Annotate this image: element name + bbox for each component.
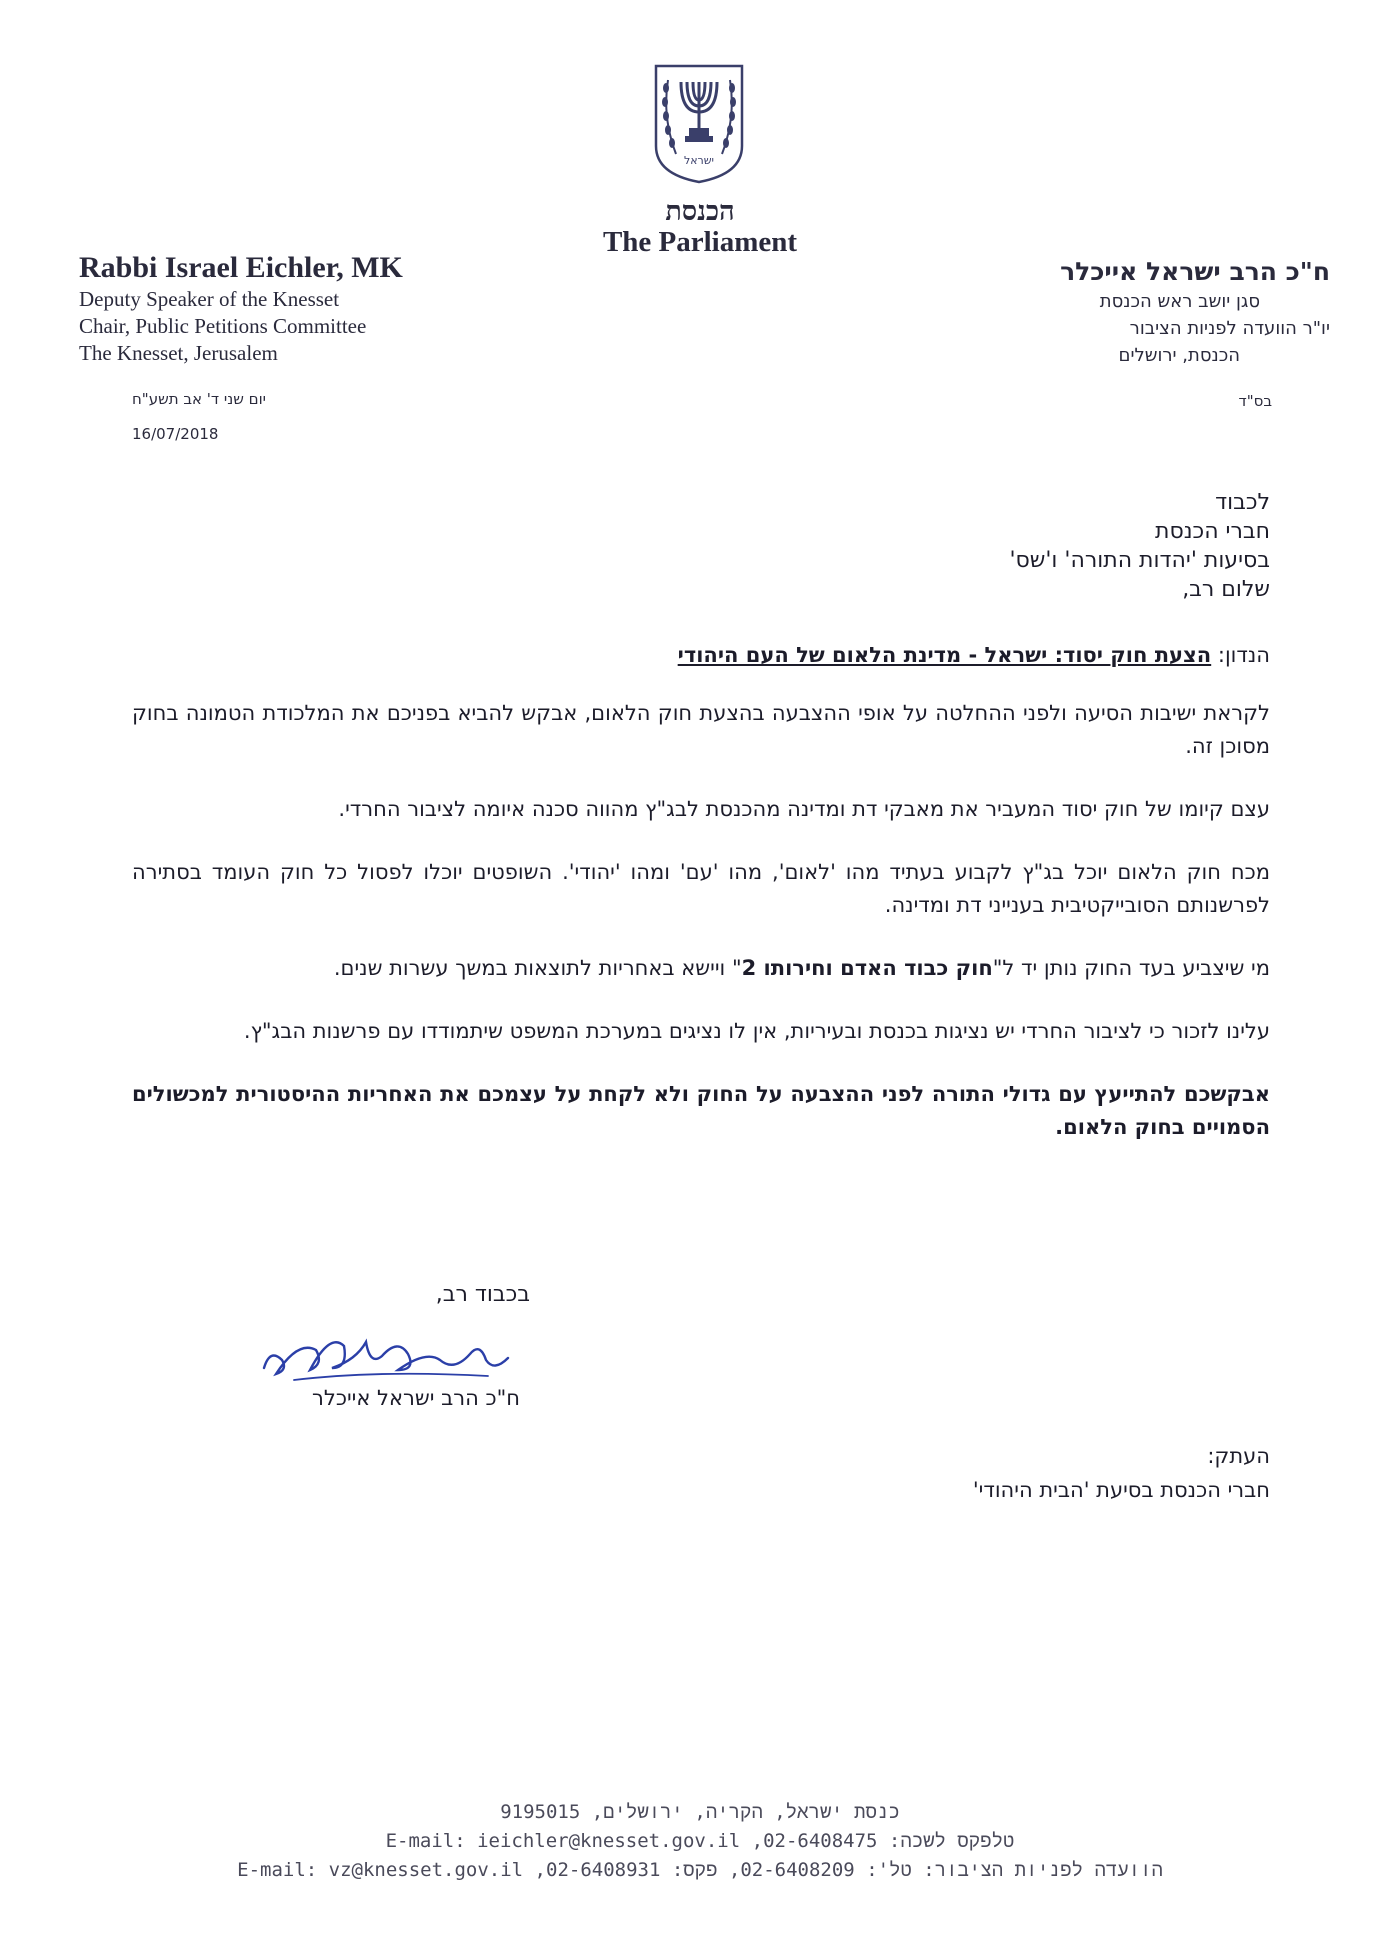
english-header bbox=[79, 250, 499, 367]
recipient-line: חברי הכנסת bbox=[1155, 519, 1270, 544]
recipients bbox=[750, 488, 1270, 604]
subject-prefix: הנדון: bbox=[1217, 643, 1270, 667]
copy-recipients: חברי הכנסת בסיעת 'הבית היהודי' bbox=[972, 1478, 1270, 1502]
body-bold-text: חוק כבוד האדם וחירותו 2 bbox=[741, 956, 993, 980]
english-title-line: Deputy Speaker of the Knesset bbox=[79, 287, 340, 311]
letter-body bbox=[132, 697, 1270, 1174]
english-name: Rabbi Israel Eichler, MK bbox=[79, 251, 403, 284]
emblem-text: ישראל bbox=[683, 154, 715, 167]
body-paragraph-bold: אבקשכם להתייעץ עם גדולי התורה לפני ההצבעה על החוק ולא לקחת על עצמכם את האחריות ההיסטורית למכשולים הסמויים בחוק הלאום. bbox=[132, 1082, 1270, 1139]
recipient-line: בסיעות 'יהדות התורה' ו'שס' bbox=[1009, 548, 1270, 573]
letterhead-english-title: The Parliament bbox=[602, 226, 798, 258]
knesset-emblem-icon bbox=[652, 62, 746, 184]
signature-icon bbox=[258, 1320, 518, 1386]
footer-committee-contact: הוועדה לפניות הציבור: טל': 02-6408209, פקס: 02-6408931, E-mail: vz@knesset.gov.il bbox=[237, 1859, 1163, 1881]
english-title-line: The Knesset, Jerusalem bbox=[79, 341, 278, 365]
gregorian-date: 16/07/2018 bbox=[132, 425, 219, 443]
body-text: מי שיצביע בעד החוק נותן יד ל" bbox=[992, 956, 1270, 980]
recipient-line: לכבוד bbox=[1215, 490, 1270, 515]
hebrew-title-line: הכנסת, ירושלים bbox=[1118, 345, 1240, 366]
hebrew-header bbox=[910, 256, 1330, 369]
english-title-line: Chair, Public Petitions Committee bbox=[79, 314, 367, 338]
copy-label: העתק: bbox=[1207, 1444, 1270, 1468]
hebrew-name: ח"כ הרב ישראל אייכלר bbox=[1060, 257, 1330, 286]
signer-name: ח"כ הרב ישראל אייכלר bbox=[312, 1386, 520, 1410]
recipient-line: שלום רב, bbox=[1182, 577, 1270, 602]
closing-text: בכבוד רב, bbox=[435, 1282, 530, 1307]
footer-address: כנסת ישראל, הקריה, ירושלים, 9195015 bbox=[500, 1801, 900, 1823]
body-paragraph: עצם קיומו של חוק יסוד המעביר את מאבקי דת ומדינה מהכנסת לבג"ץ מהווה סכנה איומה לציבור החרדי. bbox=[338, 797, 1270, 821]
body-paragraph: לקראת ישיבות הסיעה ולפני ההחלטה על אופי ההצבעה בהצעת חוק הלאום, אבקש להביא בפניכם את המלכודת הטמונה בחוק מסוכן זה. bbox=[132, 701, 1270, 758]
letterhead-hebrew-title: הכנסת bbox=[665, 196, 735, 227]
body-paragraph: מכח חוק הלאום יוכל בג"ץ לקבוע בעתיד מהו 'לאום', מהו 'עם' ומהו 'יהודי'. השופטים יוכלו לפסול כל חוק העומד בסתירה לפרשנותם הסובייקטיבית בענייני דת ומדינה. bbox=[132, 860, 1270, 917]
hebrew-title-line: יו"ר הוועדה לפניות הציבור bbox=[1129, 318, 1330, 339]
hebrew-date: יום שני ד' אב תשע"ח bbox=[132, 390, 267, 408]
hebrew-title-line: סגן יושב ראש הכנסת bbox=[1099, 291, 1260, 312]
body-paragraph bbox=[132, 952, 1270, 985]
footer bbox=[0, 1798, 1400, 1885]
bsd-mark: בס"ד bbox=[1238, 392, 1272, 410]
subject-line bbox=[678, 643, 1270, 667]
body-text: " ויישא באחריות לתוצאות במשך עשרות שנים. bbox=[333, 956, 742, 980]
footer-office-contact: טלפקס לשכה: 02-6408475, E-mail: ieichler@knesset.gov.il bbox=[385, 1830, 1015, 1852]
subject-title: הצעת חוק יסוד: ישראל - מדינת הלאום של העם היהודי bbox=[677, 643, 1212, 667]
body-paragraph: עלינו לזכור כי לציבור החרדי יש נציגות בכנסת ובעיריות, אין לו נציגים במערכת המשפט שיתמודדו עם פרשנות הבג"ץ. bbox=[243, 1019, 1270, 1043]
